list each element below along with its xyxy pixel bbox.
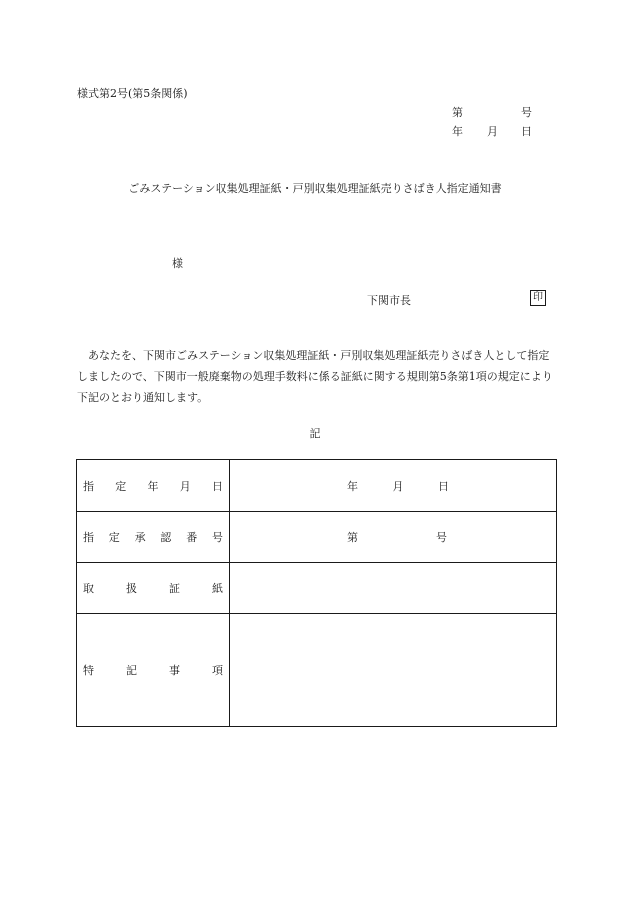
table-row-special-notes [77,614,557,727]
document-title: ごみステーション収集処理証紙・戸別収集処理証紙売りさばき人指定通知書 [128,182,502,195]
detail-table [76,459,557,727]
sender-name: 下関市長 [367,294,411,307]
value-designation-date[interactable]: 年 月 日 [230,460,557,512]
table-row-approval-number [77,512,557,563]
date-year: 年 [452,125,463,138]
value-approval-number[interactable]: 第 号 [230,512,557,563]
date-month: 月 [487,125,498,138]
value-special-notes[interactable] [230,614,557,727]
table-row-designation-date [77,460,557,512]
table-row-handled-stamps [77,563,557,614]
notice-body-text: あなたを、下関市ごみステーション収集処理証紙・戸別収集処理証紙売りさばき人として指定しましたので、下関市一般廃棄物の処理手数料に係る証紙に関する規則第5条第1項の規定により下記のとおり通知します。 [77,349,553,404]
note-heading: 記 [309,427,321,440]
label-approval-number: 指 定 承 認 番 号 [77,512,230,563]
document-number-line [452,104,532,120]
number-suffix: 号 [521,106,532,119]
document-date-line [452,123,532,139]
label-handled-stamps: 取 扱 証 紙 [77,563,230,614]
date-day: 日 [521,125,532,138]
number-prefix: 第 [452,106,463,119]
seal-mark: 印 [530,290,546,306]
value-handled-stamps[interactable] [230,563,557,614]
form-number-label: 様式第2号(第5条関係) [77,87,188,100]
label-designation-date: 指 定 年 月 日 [77,460,230,512]
addressee-honorific: 様 [172,257,183,270]
label-special-notes: 特 記 事 項 [77,614,230,727]
